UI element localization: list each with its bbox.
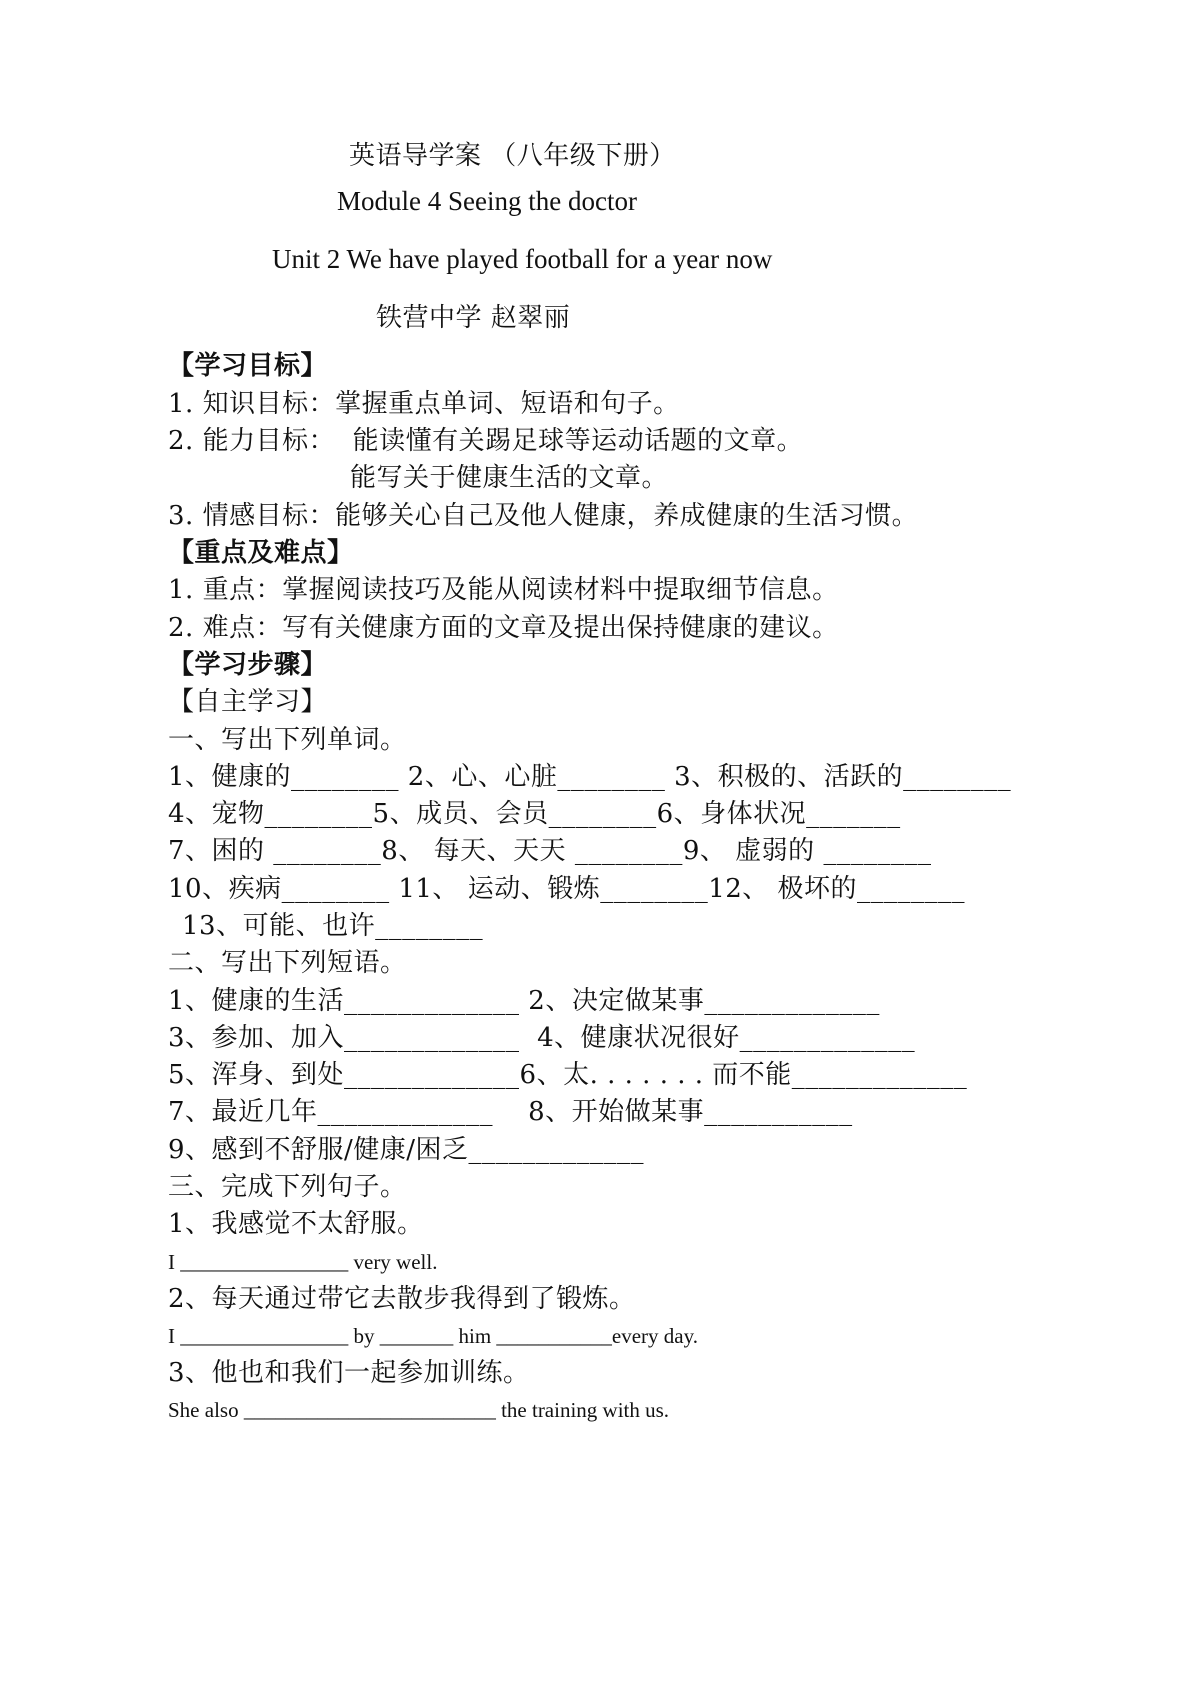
word-exercise-line: 4、宠物________5、成员、会员________6、身体状况_______ [168,799,901,829]
module-title: Module 4 Seeing the doctor [337,186,637,216]
phrase-exercise-line: 3、参加、加入_____________ 4、健康状况很好_____________ [168,1023,916,1053]
key-point-line: 2. 难点：写有关健康方面的文章及提出保持健康的建议。 [168,613,839,643]
phrase-exercise-line: 7、最近几年_____________ 8、开始做某事___________ [168,1097,853,1127]
phrase-exercise-line: 9、感到不舒服/健康/困乏_____________ [168,1135,645,1165]
author-line: 铁营中学 赵翠丽 [376,303,571,333]
sentence-chinese: 1、我感觉不太舒服。 [168,1209,424,1239]
objective-line: 1. 知识目标：掌握重点单词、短语和句子。 [168,389,680,419]
word-exercise-line: 7、困的 ________8、 每天、天天 ________9、 虚弱的 ________ [168,836,932,866]
objectives-heading: 【学习目标】 [168,351,328,381]
key-points-heading: 【重点及难点】 [168,538,354,568]
phrase-exercise-line: 5、浑身、到处_____________6、太. . . . . . . 而不能_____________ [168,1060,968,1090]
phrases-heading: 二、写出下列短语。 [168,948,407,978]
word-exercise-line: 1、健康的________ 2、心、心脏________ 3、积极的、活跃的________ [168,762,1012,792]
objective-line: 2. 能力目标： 能读懂有关踢足球等运动话题的文章。 [168,426,804,456]
objective-line: 3. 情感目标：能够关心自己及他人健康，养成健康的生活习惯。 [168,501,919,531]
sentence-english: I ________________ by _______ him ___________every day. [168,1324,699,1348]
words-heading: 一、写出下列单词。 [168,725,407,755]
word-exercise-line: 10、疾病________ 11、 运动、锻炼________12、 极坏的________ [168,874,966,904]
sentence-english: I ________________ very well. [168,1250,438,1274]
steps-heading: 【学习步骤】 [168,650,328,680]
sentence-chinese: 2、每天通过带它去散步我得到了锻炼。 [168,1284,636,1314]
word-exercise-line: 13、可能、也许________ [182,911,484,941]
unit-title: Unit 2 We have played football for a year now [272,244,773,274]
objective-line: 能写关于健康生活的文章。 [350,463,669,493]
doc-title: 英语导学案 （八年级下册） [349,141,676,171]
phrase-exercise-line: 1、健康的生活_____________ 2、决定做某事_____________ [168,986,880,1016]
self-study-heading: 【自主学习】 [168,687,328,717]
key-point-line: 1. 重点：掌握阅读技巧及能从阅读材料中提取细节信息。 [168,575,839,605]
sentences-heading: 三、完成下列句子。 [168,1172,407,1202]
sentence-english: She also ________________________ the training with us. [168,1398,670,1422]
sentence-chinese: 3、他也和我们一起参加训练。 [168,1358,530,1388]
